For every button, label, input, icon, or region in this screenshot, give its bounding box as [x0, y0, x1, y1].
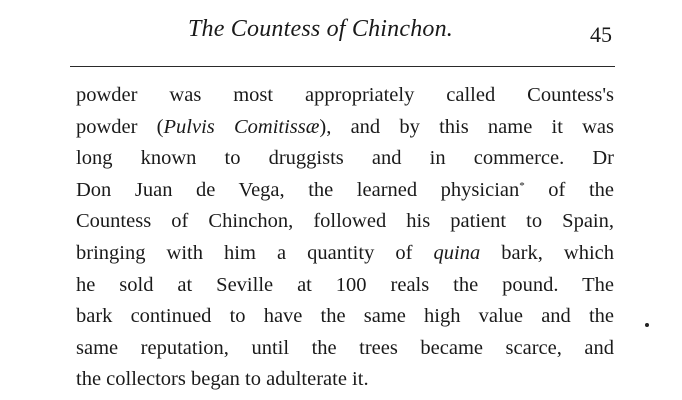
text-segment: long known to druggists and in commerce. Dr	[76, 147, 614, 170]
text-line	[76, 270, 614, 302]
text-segment: ), and by this name it was	[319, 115, 614, 138]
text-segment: bringing with him a quantity of	[76, 241, 434, 264]
italic-text: Pulvis Comitissæ	[163, 115, 320, 138]
text-line	[76, 80, 614, 112]
margin-speck	[645, 323, 649, 327]
text-segment: the collectors began to adulterate it.	[76, 368, 369, 391]
text-line	[76, 301, 614, 333]
text-line	[76, 206, 614, 238]
text-segment: powder was most appropriately called Countess's	[76, 84, 614, 106]
text-segment: he sold at Seville at 100 reals the pound. The	[76, 273, 614, 296]
page-number: 45	[590, 22, 612, 47]
text-line	[76, 333, 614, 365]
body-paragraph	[76, 80, 614, 396]
text-segment: same reputation, until the trees became scarce, and	[76, 336, 614, 359]
running-head	[76, 14, 612, 50]
header-rule	[70, 66, 615, 67]
text-line	[76, 238, 614, 270]
text-line	[76, 112, 614, 144]
running-head-title: The Countess of Chinchon.	[188, 16, 454, 42]
text-segment: bark continued to have the same high value and the	[76, 305, 614, 328]
footnote-marker: *	[519, 179, 525, 192]
text-line	[76, 175, 614, 207]
text-line	[76, 143, 614, 175]
text-segment: Countess of Chinchon, followed his patient to Spain,	[76, 210, 614, 233]
text-segment: Don Juan de Vega, the learned physician	[76, 178, 520, 201]
text-line	[76, 364, 614, 396]
text-segment: bark, which	[480, 241, 615, 264]
text-segment: powder (	[76, 115, 164, 138]
text-segment: of the	[524, 178, 614, 201]
italic-text: quina	[433, 241, 481, 264]
